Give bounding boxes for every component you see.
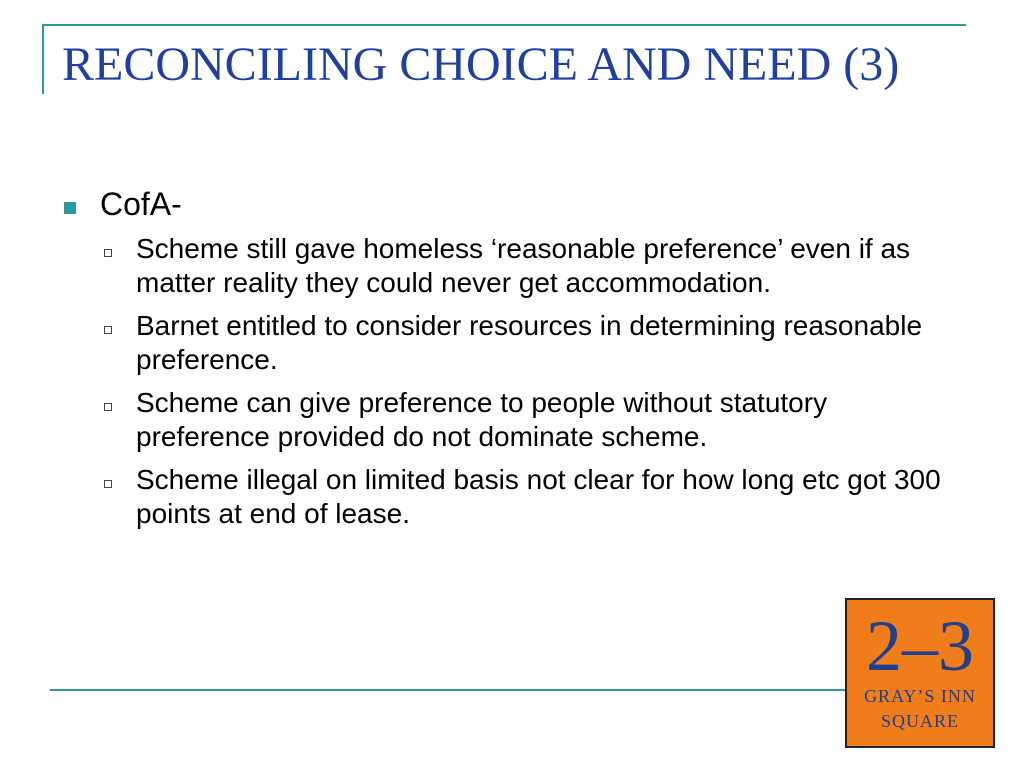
bottom-divider — [50, 689, 966, 691]
sub-bullet-item — [104, 309, 942, 377]
bullet-text: CofA- — [100, 186, 182, 222]
top-divider — [42, 24, 966, 26]
logo-text-line2: SQUARE — [880, 711, 959, 731]
sub-bullet-text: Scheme still gave homeless ‘reasonable preference’ even if as matter reality they could never get accommodation. — [136, 233, 911, 298]
sub-bullet-text: Scheme can give preference to people without statutory preference provided do not dominate scheme. — [136, 387, 828, 452]
bullet-item — [62, 184, 942, 224]
chambers-logo — [845, 598, 995, 748]
hollow-square-bullet-icon — [104, 480, 112, 488]
hollow-square-bullet-icon — [104, 249, 112, 257]
slide-content — [62, 184, 942, 540]
hollow-square-bullet-icon — [104, 403, 112, 411]
left-divider — [42, 24, 44, 94]
square-bullet-icon — [64, 202, 76, 214]
sub-bullet-item — [104, 232, 942, 300]
sub-bullet-item — [104, 463, 942, 531]
logo-number: 2–3 — [866, 606, 974, 686]
sub-bullet-item — [104, 386, 942, 454]
sub-bullet-text: Barnet entitled to consider resources in determining reasonable preference. — [136, 310, 923, 375]
slide-title: RECONCILING CHOICE AND NEED (3) — [62, 38, 900, 91]
logo-text-line1: GRAY’S INN — [864, 686, 976, 706]
hollow-square-bullet-icon — [104, 326, 112, 334]
sub-bullet-text: Scheme illegal on limited basis not clear for how long etc got 300 points at end of lease. — [136, 464, 941, 529]
